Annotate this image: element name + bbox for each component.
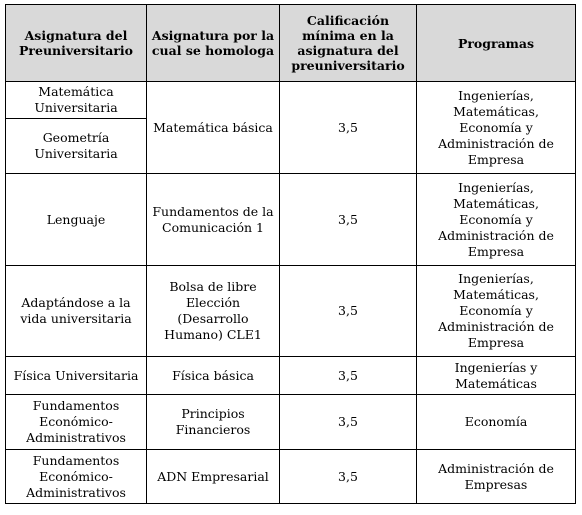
homologation-table [5,4,576,504]
cell-preuniversitario: Fundamentos Económico-Administrativos [6,450,147,504]
header-programas: Programas [417,5,576,82]
table-row [6,174,576,266]
cell-homologa: Matemática básica [147,82,280,174]
cell-calificacion: 3,5 [280,357,417,395]
header-row [6,5,576,82]
header-asignatura-preuniversitario: Asignatura del Preuniversitario [6,5,147,82]
cell-programas: Ingenierías, Matemáticas, Economía y Administración de Empresa [417,266,576,357]
cell-programas: Ingenierías y Matemáticas [417,357,576,395]
cell-homologa: Física básica [147,357,280,395]
cell-calificacion: 3,5 [280,82,417,174]
table-row [6,395,576,450]
table-body [6,82,576,504]
table-row [6,266,576,357]
cell-calificacion: 3,5 [280,266,417,357]
cell-preuniversitario: Geometría Universitaria [6,119,147,174]
cell-programas: Economía [417,395,576,450]
header-asignatura-homologa: Asignatura por la cual se homologa [147,5,280,82]
cell-homologa: Bolsa de libre Elección (Desarrollo Humano) CLE1 [147,266,280,357]
cell-preuniversitario: Matemática Universitaria [6,82,147,119]
header-calificacion-minima: Calificación mínima en la asignatura del preuniversitario [280,5,417,82]
cell-preuniversitario: Adaptándose a la vida universitaria [6,266,147,357]
cell-homologa: Principios Financieros [147,395,280,450]
cell-programas: Ingenierías, Matemáticas, Economía y Administración de Empresa [417,82,576,174]
cell-calificacion: 3,5 [280,450,417,504]
cell-preuniversitario: Fundamentos Económico-Administrativos [6,395,147,450]
cell-calificacion: 3,5 [280,174,417,266]
cell-preuniversitario: Física Universitaria [6,357,147,395]
table-row [6,82,576,119]
table-header [6,5,576,82]
table-row [6,357,576,395]
cell-homologa: ADN Empresarial [147,450,280,504]
cell-preuniversitario: Lenguaje [6,174,147,266]
cell-calificacion: 3,5 [280,395,417,450]
cell-homologa: Fundamentos de la Comunicación 1 [147,174,280,266]
cell-programas: Ingenierías, Matemáticas, Economía y Administración de Empresa [417,174,576,266]
table-row [6,450,576,504]
cell-programas: Administración de Empresas [417,450,576,504]
